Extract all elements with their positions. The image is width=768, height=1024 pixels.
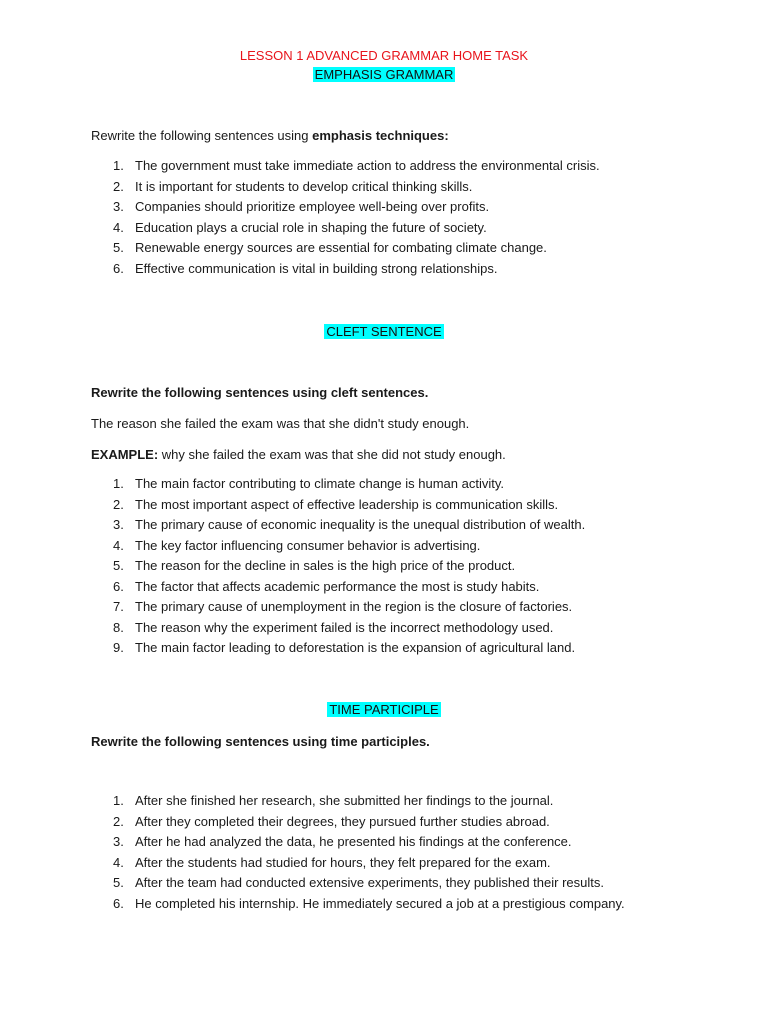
item-number: 1. (113, 158, 124, 173)
emphasis-instruction (91, 128, 449, 143)
item-number: 1. (113, 476, 124, 491)
item-text: Renewable energy sources are essential for combating climate change. (135, 240, 547, 255)
item-text: After the students had studied for hours, they felt prepared for the exam. (135, 854, 551, 870)
time-participle-instruction: Rewrite the following sentences using time participles. (91, 734, 430, 749)
item-number: 5. (113, 240, 124, 255)
item-text: The key factor influencing consumer behavior is advertising. (135, 537, 481, 553)
item-text: The factor that affects academic performance the most is study habits. (135, 578, 540, 594)
item-number: 6. (113, 260, 124, 276)
item-number: 3. (113, 517, 124, 532)
item-text: After she finished her research, she submitted her findings to the journal. (135, 793, 554, 808)
item-text: The primary cause of economic inequality is the unequal distribution of wealth. (135, 517, 586, 532)
cleft-sample-sentence: The reason she failed the exam was that she didn't study enough. (91, 416, 470, 431)
item-text: Education plays a crucial role in shaping the future of society. (135, 219, 487, 235)
item-number: 7. (113, 599, 124, 614)
item-text: The reason why the experiment failed is the incorrect methodology used. (135, 619, 554, 635)
item-text: It is important for students to develop critical thinking skills. (135, 178, 473, 194)
example-text: why she failed the exam was that she did not study enough. (158, 447, 506, 462)
document-title-line (0, 48, 768, 63)
item-text: Companies should prioritize employee well-being over profits. (135, 199, 490, 214)
cleft-instruction: Rewrite the following sentences using cleft sentences. (91, 385, 429, 400)
section-heading-time-participle: TIME PARTICIPLE (329, 702, 439, 717)
item-text: After they completed their degrees, they pursued further studies abroad. (135, 813, 550, 829)
item-number: 5. (113, 558, 124, 573)
item-number: 4. (113, 537, 124, 553)
item-text: He completed his internship. He immediately secured a job at a prestigious company. (135, 895, 625, 911)
cleft-example (91, 447, 506, 462)
item-text: After he had analyzed the data, he presented his findings at the conference. (135, 834, 572, 849)
item-number: 4. (113, 854, 124, 870)
example-label: EXAMPLE: (91, 447, 159, 462)
item-text: The reason for the decline in sales is the high price of the product. (135, 558, 516, 573)
item-text: The most important aspect of effective leadership is communication skills. (135, 496, 559, 512)
item-number: 2. (113, 813, 124, 829)
item-number: 6. (113, 895, 124, 911)
section-heading-cleft: CLEFT SENTENCE (326, 324, 442, 339)
emphasis-instruction-bold: emphasis techniques: (312, 128, 449, 143)
section-heading-line (0, 67, 768, 82)
item-text: Effective communication is vital in building strong relationships. (135, 260, 498, 276)
item-number: 3. (113, 834, 124, 849)
emphasis-instruction-text: Rewrite the following sentences using (91, 128, 313, 143)
item-number: 9. (113, 640, 124, 655)
section-heading-emphasis: EMPHASIS GRAMMAR (314, 67, 454, 82)
item-number: 8. (113, 619, 124, 635)
item-number: 1. (113, 793, 124, 808)
item-number: 3. (113, 199, 124, 214)
time-participle-heading-line (0, 702, 768, 717)
item-number: 4. (113, 219, 124, 235)
item-number: 5. (113, 875, 124, 890)
document-title: LESSON 1 ADVANCED GRAMMAR HOME TASK (239, 48, 529, 63)
item-number: 2. (113, 178, 124, 194)
item-text: The government must take immediate action to address the environmental crisis. (135, 158, 600, 173)
item-text: The primary cause of unemployment in the region is the closure of factories. (135, 599, 573, 614)
cleft-heading-line (0, 324, 768, 339)
item-text: The main factor contributing to climate change is human activity. (135, 476, 504, 491)
item-number: 2. (113, 496, 124, 512)
item-text: The main factor leading to deforestation is the expansion of agricultural land. (135, 640, 576, 655)
item-text: After the team had conducted extensive experiments, they published their results. (135, 875, 604, 890)
item-number: 6. (113, 578, 124, 594)
